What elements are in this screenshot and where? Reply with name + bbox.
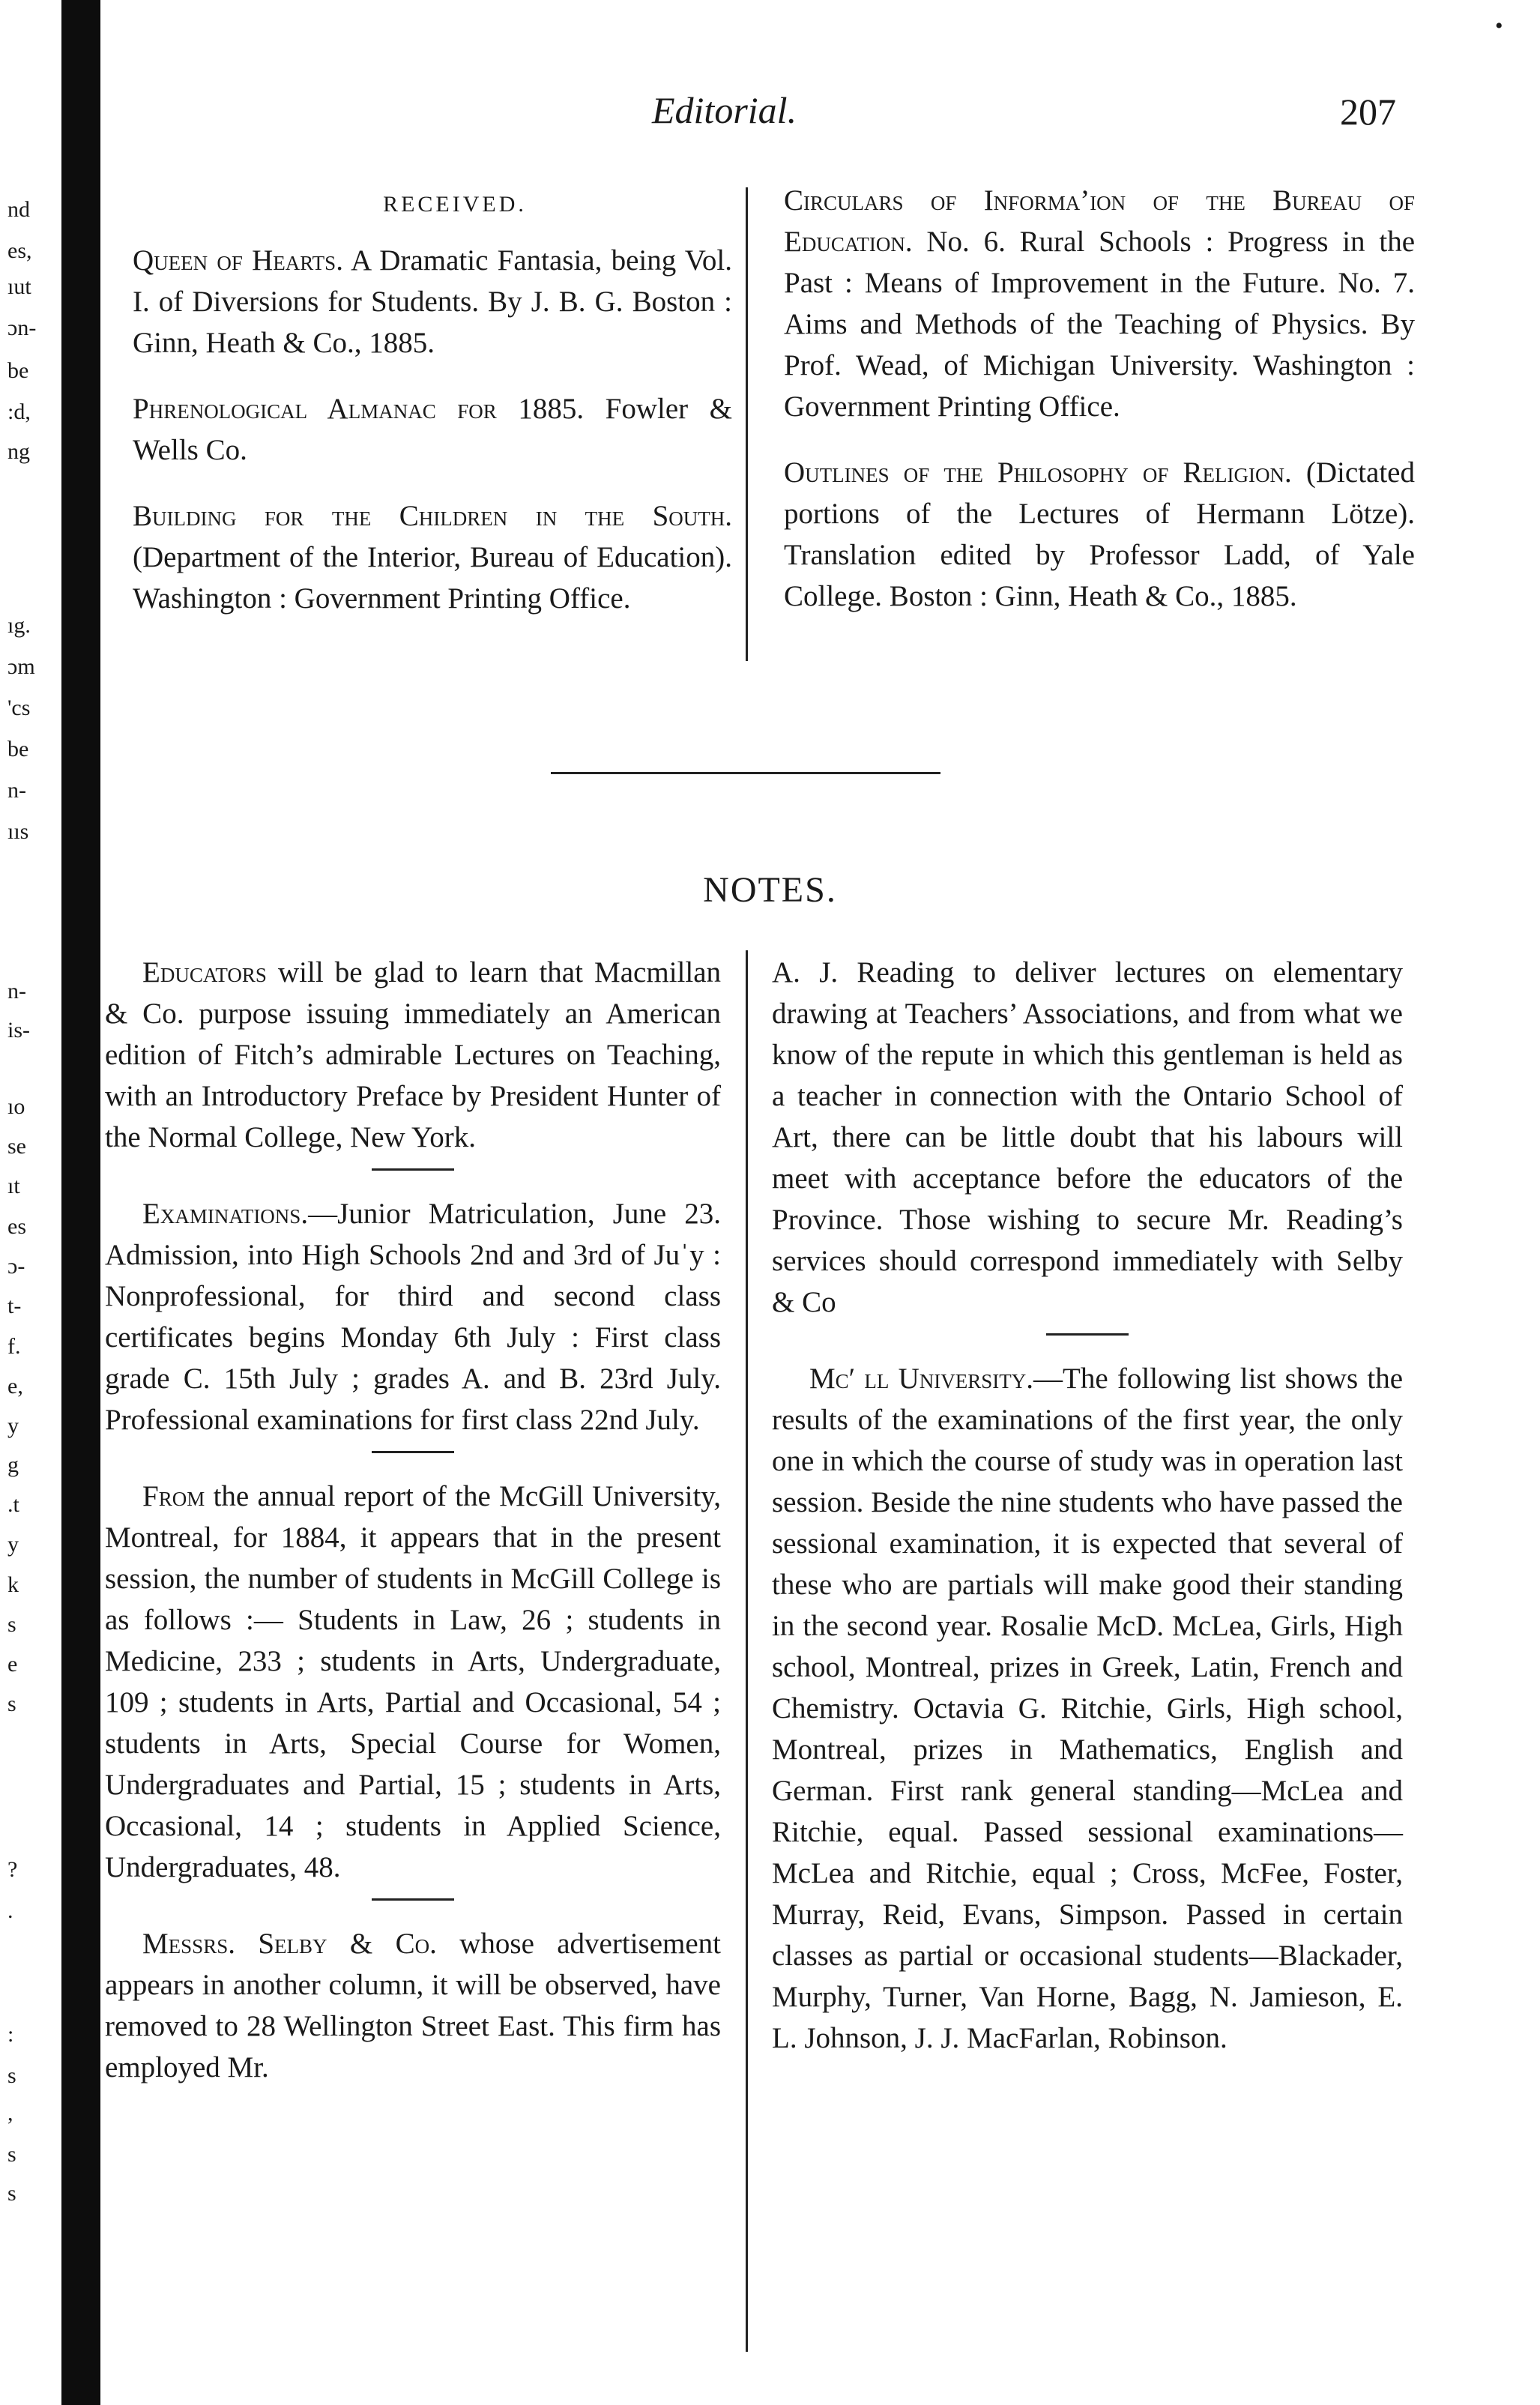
note-text: whose advertisement appears in another column, it will be observed, have removed to 28 Wellington Street East. This firm has employed Mr. xyxy=(105,1928,721,2083)
received-right-column xyxy=(784,180,1415,642)
gutter-fragment: ng xyxy=(7,439,30,464)
gutter-fragment: be xyxy=(7,737,29,761)
note-continuation: A. J. Reading to deliver lectures on elementary drawing at Teachers’ Associations, and from what we know of the repute in which this gentleman is held as a teacher in connection with the Ontario School of Art, there can be little doubt that his labours will meet with acceptance before the educators of the Province. Those wishing to secure Mr. Reading’s services should correspond immediately with Selby & Co xyxy=(772,956,1403,1318)
notes-left-column xyxy=(105,952,721,2088)
section-divider xyxy=(551,772,940,774)
stray-mark: • xyxy=(1495,13,1503,38)
gutter-fragment: ɔ- xyxy=(7,1254,25,1279)
gutter-fragment: s xyxy=(7,2181,16,2206)
gutter-fragment: e, xyxy=(7,1374,23,1398)
gutter-fragment: es xyxy=(7,1214,26,1239)
note-paragraph xyxy=(105,1193,721,1440)
gutter-fragment: y xyxy=(7,1413,19,1438)
received-item xyxy=(133,388,732,471)
received-item xyxy=(133,495,732,619)
gutter-fragment: ıo xyxy=(7,1094,25,1119)
received-heading: RECEIVED. xyxy=(383,192,527,217)
gutter-fragment: s xyxy=(7,2142,16,2167)
gutter-fragment: 'cs xyxy=(7,695,31,720)
gutter-fragment: t- xyxy=(7,1294,22,1318)
gutter-fragment: s xyxy=(7,2063,16,2088)
gutter-fragment: es, xyxy=(7,238,32,263)
gutter-fragment: n- xyxy=(7,778,26,803)
note-lead: Messrs. Selby & Co. xyxy=(142,1928,437,1960)
facing-page-gutter xyxy=(0,0,60,2405)
item-text: (Dictated portions of the Lectures of Hermann Lötze). Translation edited by Professor Ladd, of Yale College. Boston : Ginn, Heath & Co., 1885. xyxy=(784,456,1415,612)
gutter-fragment: s xyxy=(7,1692,16,1716)
item-title: Queen of Hearts. xyxy=(133,244,343,277)
item-text: A Dramatic Fantasia, being Vol. I. of Diversions for Students. By J. B. G. Boston : Ginn, Heath & Co., 1885. xyxy=(133,244,732,359)
received-item xyxy=(784,452,1415,617)
note-text: the annual report of the McGill University, Montreal, for 1884, it appears that in the present session, the number of students in McGill College is as follows :— Students in Law, 26 ; students in Medicine, 233 ; students in Arts, Undergraduate, 109 ; students in Arts, Partial and Occasional, 54 ; students in Arts, Special Course for Women, Undergraduates and Partial, 15 ; students in Arts, Occasional, 14 ; students in Applied Science, Undergraduates, 48. xyxy=(105,1480,721,1883)
gutter-fragment: , xyxy=(7,2101,13,2125)
notes-right-column xyxy=(772,952,1403,2059)
received-item xyxy=(133,240,732,363)
received-item xyxy=(784,180,1415,427)
gutter-fragment: ıt xyxy=(7,1174,20,1198)
gutter-fragment: f. xyxy=(7,1334,21,1359)
item-text: No. 6. Rural Schools : Progress in the Past : Means of Improvement in the Future. No. 7. Aims and Methods of the Teaching of Physics. By Prof. Wead, of Michigan University. Washington : Government Printing Office. xyxy=(784,226,1416,423)
note-separator xyxy=(372,1168,454,1171)
gutter-fragment: e xyxy=(7,1652,18,1677)
page-number: 207 xyxy=(1340,91,1396,133)
gutter-fragment: be xyxy=(7,358,29,383)
gutter-fragment: ɔn- xyxy=(7,316,37,340)
note-lead: Mc′ ll University. xyxy=(809,1363,1034,1395)
gutter-fragment: : xyxy=(7,2022,14,2047)
note-paragraph xyxy=(772,1358,1403,2059)
gutter-fragment: is- xyxy=(7,1018,30,1042)
item-title: Outlines of the Philosophy of Religion. xyxy=(784,456,1292,489)
note-separator xyxy=(372,1451,454,1453)
gutter-fragment: . xyxy=(7,1898,13,1923)
note-paragraph xyxy=(105,1476,721,1888)
note-lead: Examinations. xyxy=(142,1198,309,1230)
item-text: Fowler & Wells Co. xyxy=(133,393,733,466)
note-text: —Junior Matriculation, June 23. Admission, into High Schools 2nd and 3rd of Juˈy : Nonprofessional, for third and second class certificates begins Monday 6th July : First class grade C. 15th July ; grades A. and B. 23rd July. Professional examinations for first class 22nd July. xyxy=(105,1198,721,1436)
received-left-column xyxy=(133,184,732,644)
gutter-fragment: ? xyxy=(7,1857,18,1882)
note-text: will be glad to learn that Macmillan & Co. purpose issuing immediately an American edition of Fitch’s admirable Lectures on Teaching, with an Introductory Preface by President Hunter of the Normal College, New York. xyxy=(105,956,722,1153)
note-separator xyxy=(372,1898,454,1901)
note-separator xyxy=(1046,1333,1129,1336)
note-text: —The following list shows the results of the examinations of the first year, the only one in which the course of study was in operation last session. Beside the nine students who have passed the sessional examination, it is expected that several of these who are partials will make good their standing in the second year. Rosalie McD. McLea, Girls, High school, Montreal, prizes in Greek, Latin, French and Chemistry. Octavia G. Ritchie, Girls, High school, Montreal, prizes in Mathematics, English and German. First rank general standing—McLea and Ritchie, equal. Passed sessional examinations—McLea and Ritchie, equal ; Cross, McFee, Foster, Murray, Reid, Evans, Simpson. Passed in certain classes as partial or occasional students—Blackader, Murphy, Turner, Van Horne, Bagg, N. Jamieson, E. L. Johnson, J. J. MacFarlan, Robinson. xyxy=(772,1363,1404,2054)
column-divider xyxy=(746,187,748,661)
gutter-fragment: nd xyxy=(7,197,30,222)
running-title: Editorial. xyxy=(652,89,797,131)
item-title: Circulars of Informa’ion of the Bureau of Education. xyxy=(784,184,1415,258)
notes-heading: NOTES. xyxy=(703,870,837,910)
gutter-fragment: ıut xyxy=(7,274,31,299)
note-paragraph xyxy=(105,952,721,1158)
item-text: (Department of the Interior, Bureau of Education). Washington : Government Printing Office. xyxy=(133,541,732,615)
note-lead: From xyxy=(142,1480,205,1512)
gutter-fragment: n- xyxy=(7,979,26,1004)
column-divider xyxy=(746,950,748,2352)
item-title: Phrenological Almanac for 1885. xyxy=(133,393,585,425)
gutter-fragment: ıg. xyxy=(7,613,31,638)
gutter-fragment: s xyxy=(7,1612,16,1637)
item-title: Building for the Children in the South. xyxy=(133,500,732,532)
gutter-fragment: ɔm xyxy=(7,654,35,679)
gutter-fragment: ııs xyxy=(7,819,29,844)
gutter-fragment: y xyxy=(7,1532,19,1557)
gutter-fragment: g xyxy=(7,1452,19,1477)
gutter-fragment: k xyxy=(7,1572,19,1597)
gutter-fragment: .t xyxy=(7,1492,19,1517)
binding-edge xyxy=(61,0,100,2405)
note-lead: Educators xyxy=(142,956,267,989)
note-paragraph xyxy=(105,1923,721,2088)
gutter-fragment: se xyxy=(7,1134,26,1159)
gutter-fragment: :d, xyxy=(7,399,31,424)
